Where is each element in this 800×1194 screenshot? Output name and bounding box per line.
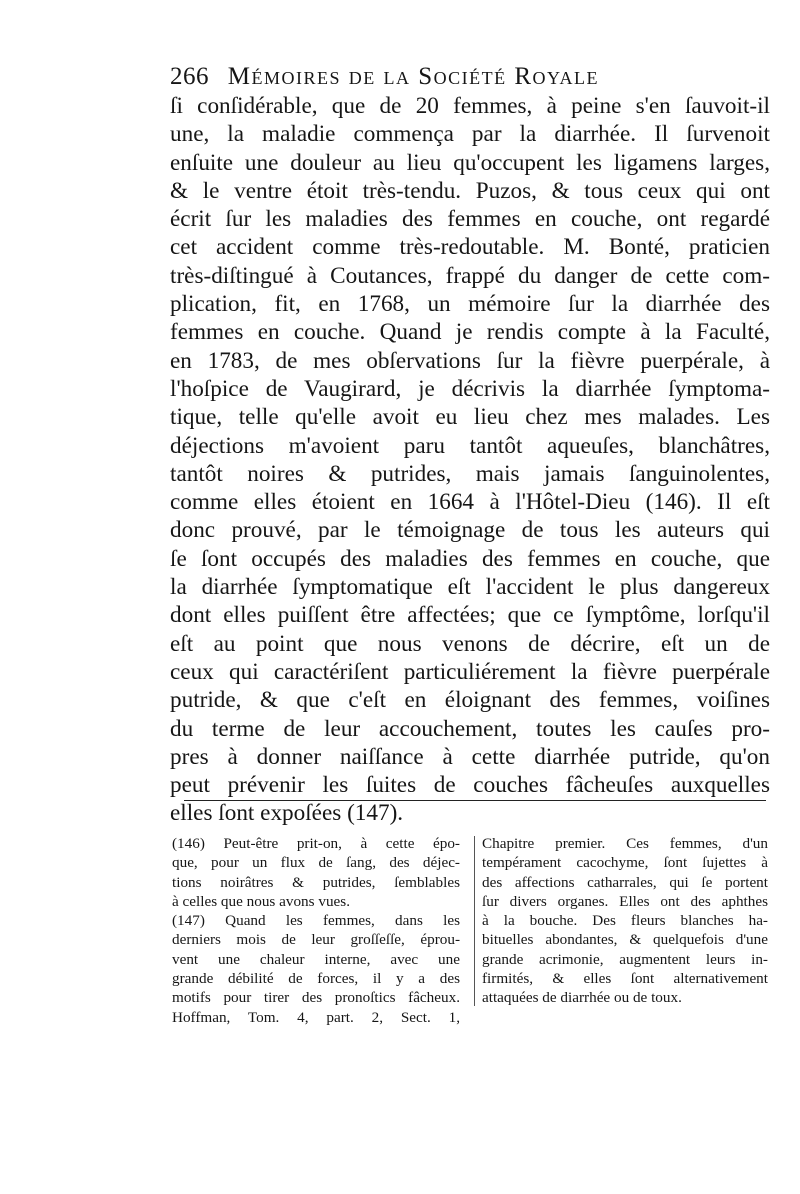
page-header: [170, 60, 710, 94]
body-line: très-diſtingué à Coutances, frappé du danger de cette com-: [170, 262, 770, 289]
footnote-line: grande débilité de forces, il y a des: [172, 970, 460, 988]
footnote-line: des affections catharrales, qui ſe portent: [482, 873, 768, 891]
body-line: femmes en couche. Quand je rendis compte à la Faculté,: [170, 319, 770, 346]
footnotes-left-column: [172, 834, 460, 1027]
footnote-line: motifs pour tirer des pronoſtics fâcheux.: [172, 989, 460, 1007]
footnote-line: Chapitre premier. Ces femmes, d'un: [482, 835, 768, 852]
body-line: donc prouvé, par le témoignage de tous les auteurs qui: [170, 517, 770, 544]
footnote-line: ſur divers organes. Elles ont des aphthes: [482, 892, 768, 910]
body-text: [170, 92, 770, 828]
body-line: putride, & que c'eſt en éloignant des femmes, voiſines: [170, 687, 770, 714]
body-line: ſi conſidérable, que de 20 femmes, à peine s'en ſauvoit-il: [170, 93, 770, 119]
body-line: déjections m'avoient paru tantôt aqueuſes, blanchâtres,: [170, 432, 770, 459]
body-line: en 1783, de mes obſervations ſur la fièvre puerpérale, à: [170, 347, 770, 374]
body-line: du terme de leur accouchement, toutes les cauſes pro-: [170, 715, 770, 742]
footnote-rule: [184, 800, 766, 801]
footnote-line: à la bouche. Des fleurs blanches ha-: [482, 912, 768, 930]
body-line: l'hoſpice de Vaugirard, je décrivis la diarrhée ſymptoma-: [170, 375, 770, 402]
body-line: ceux qui caractériſent particuliérement la fièvre puerpérale: [170, 658, 770, 685]
body-line: la diarrhée ſymptomatique eſt l'accident le plus dangereux: [170, 574, 770, 601]
body-line: enſuite une douleur au lieu qu'occupent les ligamens larges,: [170, 149, 770, 176]
footnote-line: attaquées de diarrhée ou de toux.: [482, 989, 682, 1007]
body-line: écrit ſur les maladies des femmes en couche, ont regardé: [170, 206, 770, 233]
body-line: cet accident comme très-redoutable. M. Bonté, praticien: [170, 234, 770, 261]
body-line: tantôt noires & putrides, mais jamais ſanguinolentes,: [170, 460, 770, 487]
footnote-line: grande acrimonie, augmentent leurs in-: [482, 950, 768, 968]
body-line: elles ſont expoſées (147).: [170, 800, 404, 827]
footnote-line: Hoffman, Tom. 4, part. 2, Sect. 1,: [172, 1008, 460, 1026]
body-line: dont elles puiſſent être affectées; que ce ſymptôme, lorſqu'il: [170, 602, 770, 629]
body-line: une, la maladie commença par la diarrhée. Il ſurvenoit: [170, 121, 770, 148]
body-line: ſe ſont occupés des maladies des femmes en couche, que: [170, 545, 770, 572]
footnote-line: tions noirâtres & putrides, ſemblables: [172, 873, 460, 891]
footnote-line: vent une chaleur interne, avec une: [172, 950, 460, 968]
footnote-line: que, pour un flux de ſang, des déjec-: [172, 854, 460, 872]
footnote-column-divider: [474, 836, 475, 1006]
body-line: tique, telle qu'elle avoit eu lieu chez mes malades. Les: [170, 404, 770, 431]
running-title: Mémoires de la Société Royale: [227, 63, 600, 90]
footnote-line: (147) Quand les femmes, dans les: [172, 912, 460, 930]
footnote-line: (146) Peut-être prit-on, à cette épo-: [172, 835, 460, 852]
body-line: pres à donner naiſſance à cette diarrhée putride, qu'on: [170, 743, 770, 770]
footnote-line: à celles que nous avons vues.: [172, 892, 350, 910]
body-line: eſt au point que nous venons de décrire, eſt un de: [170, 630, 770, 657]
footnote-line: tempérament cacochyme, ſont ſujettes à: [482, 854, 768, 872]
footnote-line: derniers mois de leur groſſeſſe, éprou-: [172, 931, 460, 949]
body-line: plication, fit, en 1768, un mémoire ſur la diarrhée des: [170, 291, 770, 318]
body-line: comme elles étoient en 1664 à l'Hôtel-Dieu (146). Il eſt: [170, 489, 770, 516]
footnote-line: firmités, & elles ſont alternativement: [482, 970, 768, 988]
body-line: peut prévenir les ſuites de couches fâcheuſes auxquelles: [170, 772, 770, 799]
footnotes-right-column: [482, 834, 768, 1008]
page-number: 266: [170, 63, 209, 90]
footnote-line: bituelles abondantes, & quelquefois d'une: [482, 931, 768, 949]
body-line: & le ventre étoit très-tendu. Puzos, & tous ceux qui ont: [170, 177, 770, 204]
